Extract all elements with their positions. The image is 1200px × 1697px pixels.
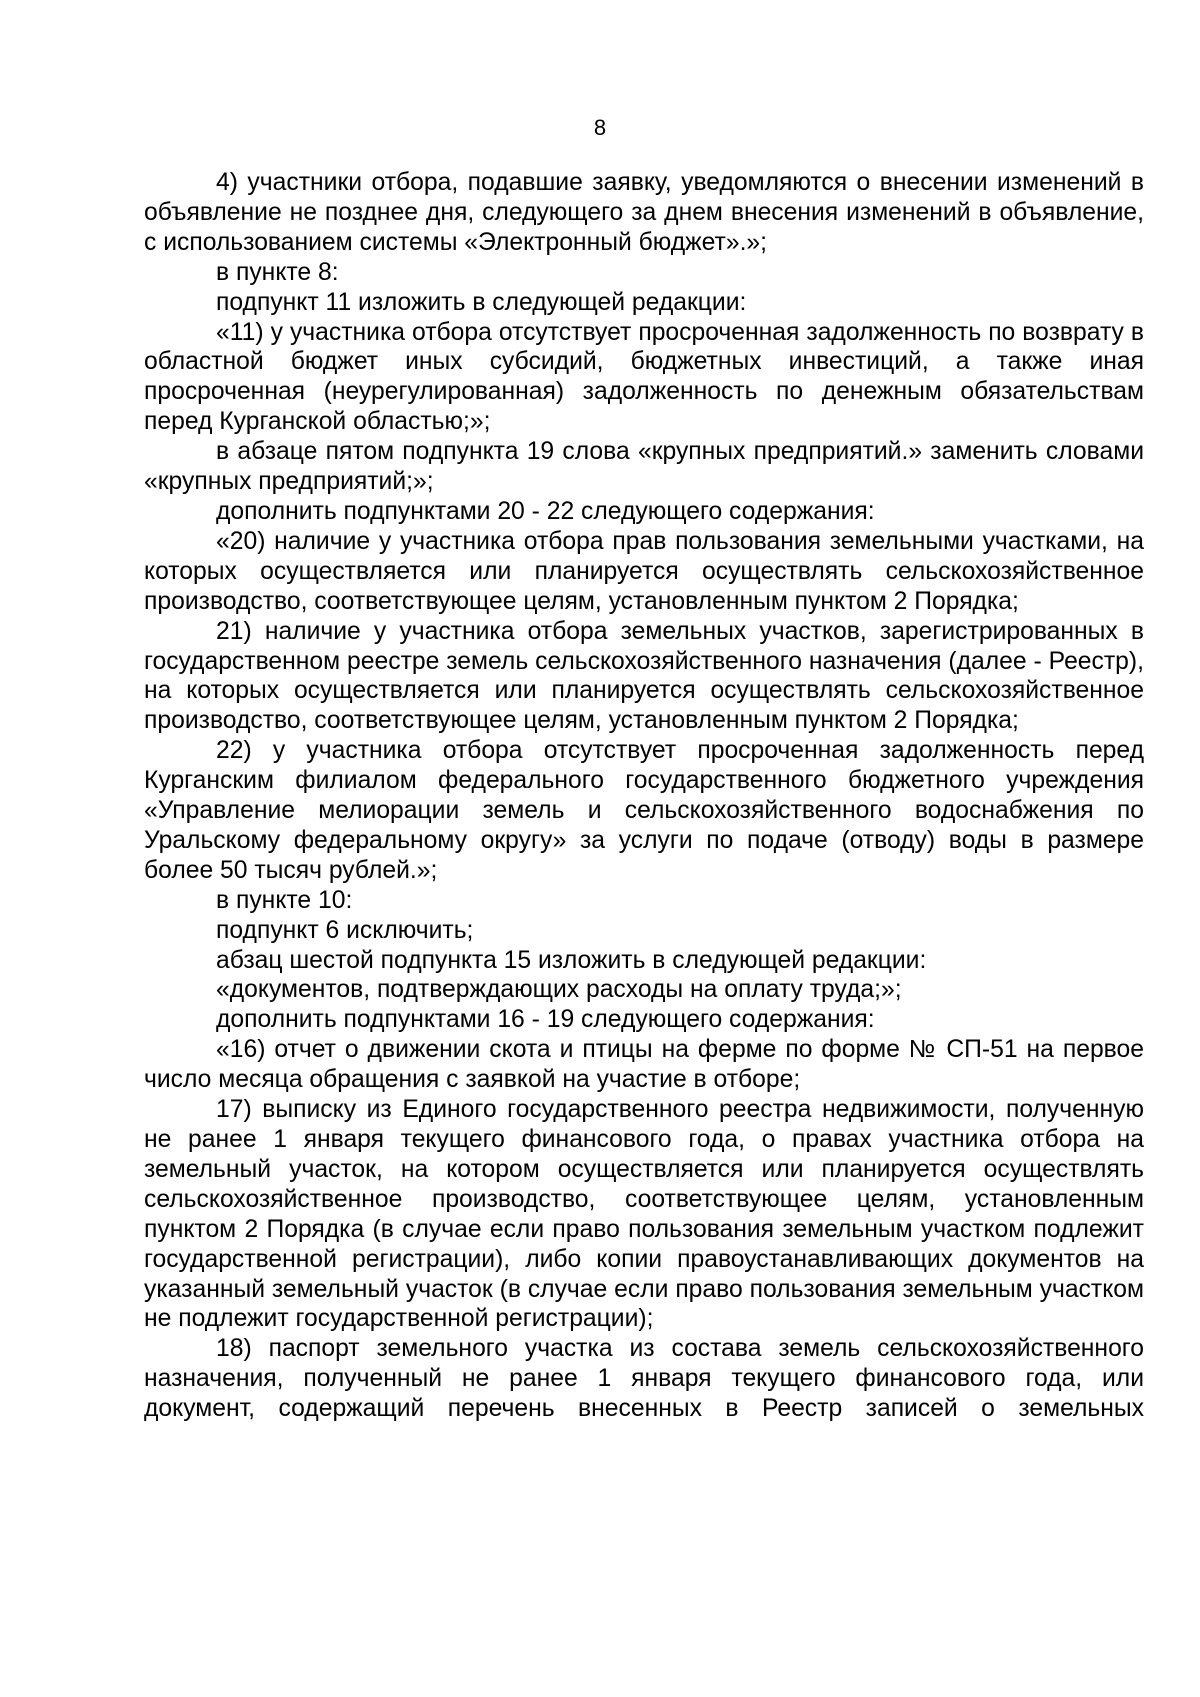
document-body: [144, 168, 1144, 1424]
paragraph-subitem-4: 4) участники отбора, подавшие заявку, уведомляются о внесении изменений в объявление не позднее дня, следующего за днем внесения изменений в объявление, с использованием системы «Электронный бюджет».»;: [144, 169, 1144, 256]
paragraph-point-8: в пункте 8:: [216, 258, 339, 286]
paragraph-subitem-6-exclude: подпункт 6 исключить;: [216, 916, 474, 944]
paragraph-subitem-11: «11) у участника отбора отсутствует просроченная задолженность по возврату в областной бюджет иных субсидий, бюджетных инвестиций, а также иная просроченная (неурегулированная) задолженность по денежным обязательствам перед Курганской областью;»;: [144, 318, 1144, 436]
paragraph-subitem-18: 18) паспорт земельного участка из состава земель сельскохозяйственного назначения, полученный не ранее 1 января текущего финансового года, или документ, содержащий перечень внесенных в Реестр записей о земельных: [144, 1335, 1144, 1423]
paragraph-subitem-22: 22) у участника отбора отсутствует просроченная задолженность перед Курганским филиалом федерального государственного бюджетного учреждения «Управление мелиорации земель и сельскохозяйственного водоснабжения по Уральскому федеральному округу» за услуги по подаче (отводу) воды в размере более 50 тысяч рублей.»;: [144, 737, 1144, 884]
paragraph-subitem-16: «16) отчет о движении скота и птицы на ферме по форме № СП-51 на первое число месяца обращения с заявкой на участие в отборе;: [144, 1036, 1144, 1094]
paragraph-subitem-21: 21) наличие у участника отбора земельных участков, зарегистрированных в государственном реестре земель сельскохозяйственного назначения (далее - Реестр), на которых осуществляется или планируется осуществлять сельскохозяйственное производство, соответствующее целям, установленным пунктом 2 Порядка;: [144, 617, 1144, 735]
paragraph-subitem-20: «20) наличие у участника отбора прав пользования земельными участками, на которых осуществляется или планируется осуществлять сельскохозяйственное производство, соответствующее целям, установленным пунктом 2 Порядка;: [144, 527, 1144, 615]
paragraph-subitem-15-intro: абзац шестой подпункта 15 изложить в следующей редакции:: [216, 946, 927, 974]
paragraph-subitem-15-text: «документов, подтверждающих расходы на оплату труда;»;: [216, 976, 902, 1004]
paragraph-add-20-22: дополнить подпунктами 20 - 22 следующего содержания:: [216, 497, 875, 525]
paragraph-subitem-19-amend: в абзаце пятом подпункта 19 слова «крупных предприятий.» заменить словами «крупных предприятий;»;: [144, 438, 1144, 496]
paragraph-subitem-17: 17) выписку из Единого государственного реестра недвижимости, полученную не ранее 1 января текущего финансового года, о правах участника отбора на земельный участок, на котором осуществляется или планируется осуществлять сельскохозяйственное производство, соответствующее целям, установленным пунктом 2 Порядка (в случае если право пользования земельным участком подлежит государственной регистрации), либо копии правоустанавливающих документов на указанный земельный участок (в случае если право пользования земельным участком не подлежит государственной регистрации);: [144, 1096, 1144, 1333]
paragraph-subitem-11-intro: подпункт 11 изложить в следующей редакции:: [216, 288, 747, 316]
paragraph-point-10: в пункте 10:: [216, 886, 353, 914]
page-number: 8: [593, 115, 607, 140]
paragraph-add-16-19: дополнить подпунктами 16 - 19 следующего содержания:: [216, 1006, 875, 1034]
